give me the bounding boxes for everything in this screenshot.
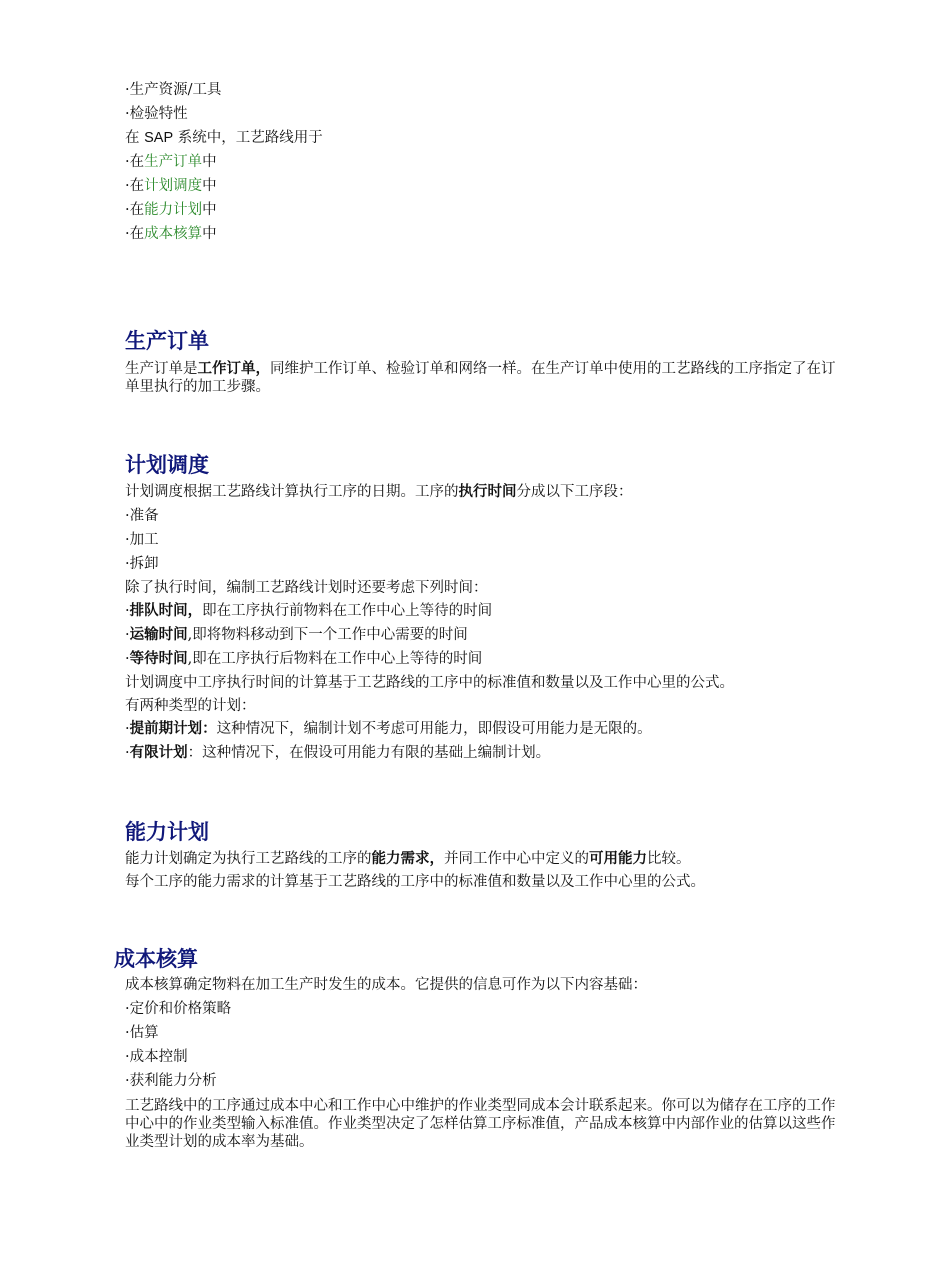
time-transport: ·运输时间,即将物料移动到下一个工作中心需要的时间 xyxy=(125,626,468,643)
production-order-paragraph: 生产订单是工作订单，同维护工作订单、检验订单和网络一样。在生产订单中使用的工艺路线的工序指定了在订单里执行的加工步骤。 xyxy=(125,360,836,395)
sap-label: SAP xyxy=(144,130,174,146)
intro-line-inspection: ·检验特性 xyxy=(125,106,188,122)
heading-costing: 成本核算 xyxy=(114,947,198,971)
costing-item-estimate: ·估算 xyxy=(125,1025,159,1041)
scheduling-times-line: 除了执行时间，编制工艺路线计划时还要考虑下列时间： xyxy=(125,580,488,596)
use-item-capacity: ·在能力计划中 xyxy=(125,202,217,218)
capacity-line-2: 每个工序的能力需求的计算基于工艺路线的工序中的标准值和数量以及工作中心里的公式。 xyxy=(125,874,705,890)
scheduling-types-line: 有两种类型的计划： xyxy=(125,698,256,714)
time-wait: ·等待时间,即在工序执行后物料在工作中心上等待的时间 xyxy=(125,650,483,667)
intro-line-resources: ·生产资源/工具 xyxy=(125,82,222,98)
costing-item-pricing: ·定价和价格策略 xyxy=(125,1001,232,1017)
use-item-production-order: ·在生产订单中 xyxy=(125,154,217,170)
costing-intro-line: 成本核算确定物料在加工生产时发生的成本。它提供的信息可作为以下内容基础： xyxy=(125,977,647,993)
costing-item-cost-control: ·成本控制 xyxy=(125,1049,188,1065)
heading-production-order: 生产订单 xyxy=(125,329,209,353)
use-item-costing: ·在成本核算中 xyxy=(125,226,217,242)
capacity-line-1: 能力计划确定为执行工艺路线的工序的能力需求，并同工作中心中定义的可用能力比较。 xyxy=(125,850,691,867)
heading-scheduling: 计划调度 xyxy=(125,453,209,477)
segment-setup: ·准备 xyxy=(125,508,159,524)
link-costing[interactable]: 成本核算 xyxy=(144,226,203,242)
link-production-order[interactable]: 生产订单 xyxy=(144,154,203,170)
heading-capacity-planning: 能力计划 xyxy=(125,820,209,844)
link-capacity-planning[interactable]: 能力计划 xyxy=(144,202,203,218)
time-queue: ·排队时间，即在工序执行前物料在工作中心上等待的时间 xyxy=(125,602,493,619)
segment-processing: ·加工 xyxy=(125,532,159,548)
costing-paragraph: 工艺路线中的工序通过成本中心和工作中心中维护的作业类型同成本会计联系起来。你可以为储存在工序的工作中心中的作业类型输入标准值。作业类型决定了怎样估算工序标准值，产品成本核算中内部作业的估算以这些作业类型计划的成本率为基础。 xyxy=(125,1098,836,1150)
costing-item-profitability: ·获利能力分析 xyxy=(125,1073,217,1089)
use-item-scheduling: ·在计划调度中 xyxy=(125,178,217,194)
scheduling-intro-line: 计划调度根据工艺路线计算执行工序的日期。工序的执行时间分成以下工序段： xyxy=(125,483,633,500)
plan-type-lead-time: ·提前期计划：这种情况下，编制计划不考虑可用能力，即假设可用能力是无限的。 xyxy=(125,720,652,737)
segment-teardown: ·拆卸 xyxy=(125,556,159,572)
plan-type-finite: ·有限计划：这种情况下，在假设可用能力有限的基础上编制计划。 xyxy=(125,744,551,761)
scheduling-calc-line: 计划调度中工序执行时间的计算基于工艺路线的工序中的标准值和数量以及工作中心里的公式。 xyxy=(125,675,734,691)
intro-line-sap: 在 SAP 系统中，工艺路线用于 xyxy=(125,130,323,146)
link-scheduling[interactable]: 计划调度 xyxy=(144,178,203,194)
